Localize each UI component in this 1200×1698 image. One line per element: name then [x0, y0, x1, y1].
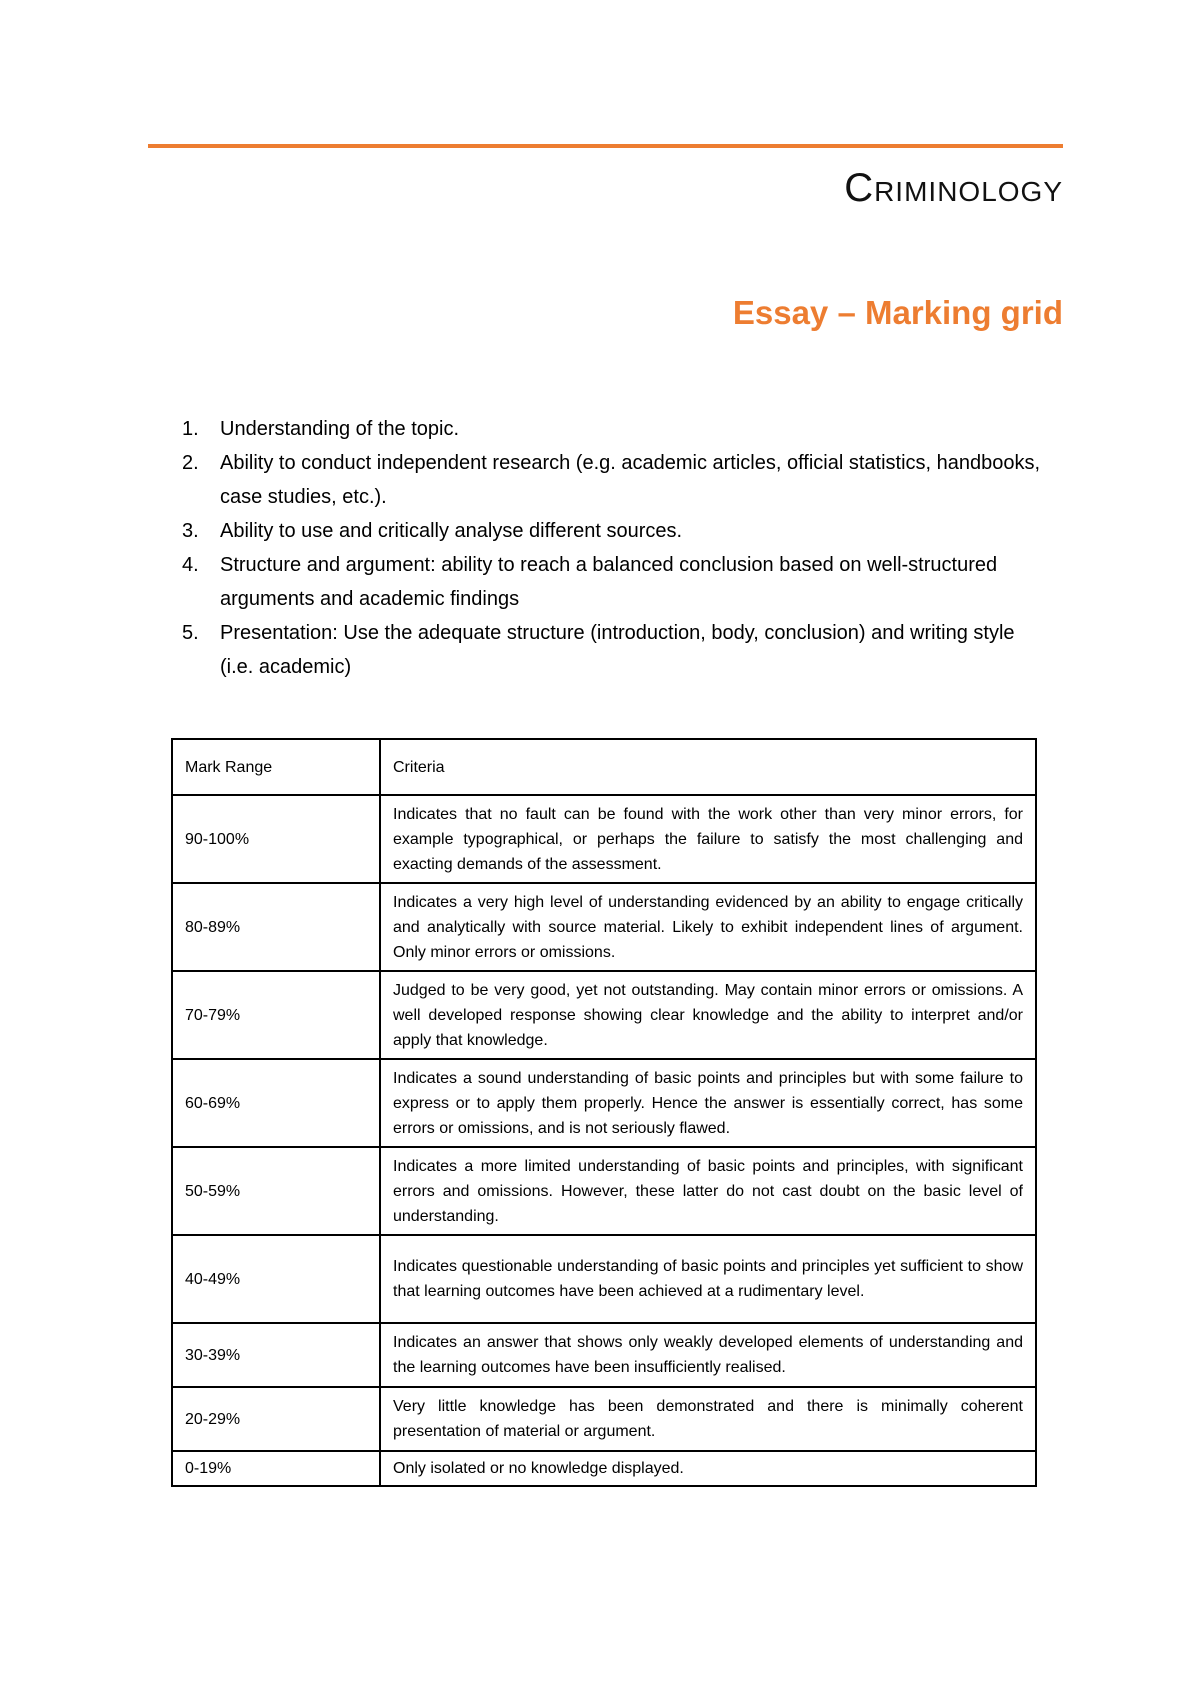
list-number: 1. — [182, 418, 199, 440]
mark-range-cell: 60-69% — [172, 1059, 380, 1147]
header-criteria: Criteria — [380, 739, 1036, 795]
table-row — [172, 1147, 1036, 1235]
table-row — [172, 1323, 1036, 1387]
list-text: Understanding of the topic. — [220, 418, 460, 440]
list-number: 5. — [182, 622, 199, 644]
mark-range-cell: 70-79% — [172, 971, 380, 1059]
marking-grid-table — [171, 738, 1037, 1487]
list-number: 4. — [182, 554, 199, 576]
list-number: 3. — [182, 520, 199, 542]
list-text: Structure and argument: ability to reach a balanced conclusion based on well-structured arguments and academic findings — [220, 554, 998, 610]
mark-range-cell: 40-49% — [172, 1235, 380, 1323]
table-row — [172, 971, 1036, 1059]
list-text: Presentation: Use the adequate structure (introduction, body, conclusion) and writing style (i.e. academic) — [220, 622, 1015, 678]
list-item — [182, 616, 1042, 684]
list-item — [182, 548, 1042, 616]
mark-range-cell: 50-59% — [172, 1147, 380, 1235]
criteria-cell: Indicates questionable understanding of basic points and principles yet sufficient to show that learning outcomes have been achieved at a rudimentary level. — [380, 1235, 1036, 1323]
criteria-cell: Very little knowledge has been demonstrated and there is minimally coherent presentation of material or argument. — [380, 1387, 1036, 1451]
mark-range-cell: 90-100% — [172, 795, 380, 883]
criteria-cell: Indicates a very high level of understanding evidenced by an ability to engage critically and analytically with source material. Likely to exhibit independent lines of argument. Only minor errors or omissions. — [380, 883, 1036, 971]
criteria-cell: Judged to be very good, yet not outstanding. May contain minor errors or omissions. A well developed response showing clear knowledge and the ability to interpret and/or apply that knowledge. — [380, 971, 1036, 1059]
table-row — [172, 1451, 1036, 1486]
list-text: Ability to conduct independent research (e.g. academic articles, official statistics, handbooks, case studies, etc.). — [220, 452, 1041, 508]
criteria-cell: Indicates a sound understanding of basic points and principles but with some failure to express or to apply them properly. Hence the answer is essentially correct, has some errors or omissions, and is not seriously flawed. — [380, 1059, 1036, 1147]
table-row — [172, 1387, 1036, 1451]
table-row — [172, 1059, 1036, 1147]
table-row — [172, 1235, 1036, 1323]
course-title: Criminology — [844, 166, 1063, 210]
list-item — [182, 514, 1042, 548]
table-row — [172, 883, 1036, 971]
list-item — [182, 412, 1042, 446]
criteria-cell: Indicates an answer that shows only weakly developed elements of understanding and the learning outcomes have been insufficiently realised. — [380, 1323, 1036, 1387]
mark-range-cell: 30-39% — [172, 1323, 380, 1387]
list-text: Ability to use and critically analyse different sources. — [220, 520, 683, 542]
mark-range-cell: 20-29% — [172, 1387, 380, 1451]
table-row — [172, 795, 1036, 883]
document-title: Essay – Marking grid — [732, 294, 1063, 331]
assessment-criteria-list — [182, 412, 1042, 684]
list-item — [182, 446, 1042, 514]
criteria-cell: Only isolated or no knowledge displayed. — [380, 1451, 1036, 1486]
mark-range-cell: 0-19% — [172, 1451, 380, 1486]
criteria-cell: Indicates a more limited understanding of basic points and principles, with significant errors and omissions. However, these latter do not cast doubt on the basic level of understanding. — [380, 1147, 1036, 1235]
table-header-row — [172, 739, 1036, 795]
header-rule — [148, 144, 1063, 148]
criteria-cell: Indicates that no fault can be found with the work other than very minor errors, for example typographical, or perhaps the failure to satisfy the most challenging and exacting demands of the assessment. — [380, 795, 1036, 883]
mark-range-cell: 80-89% — [172, 883, 380, 971]
list-number: 2. — [182, 452, 199, 474]
header-mark-range: Mark Range — [172, 739, 380, 795]
